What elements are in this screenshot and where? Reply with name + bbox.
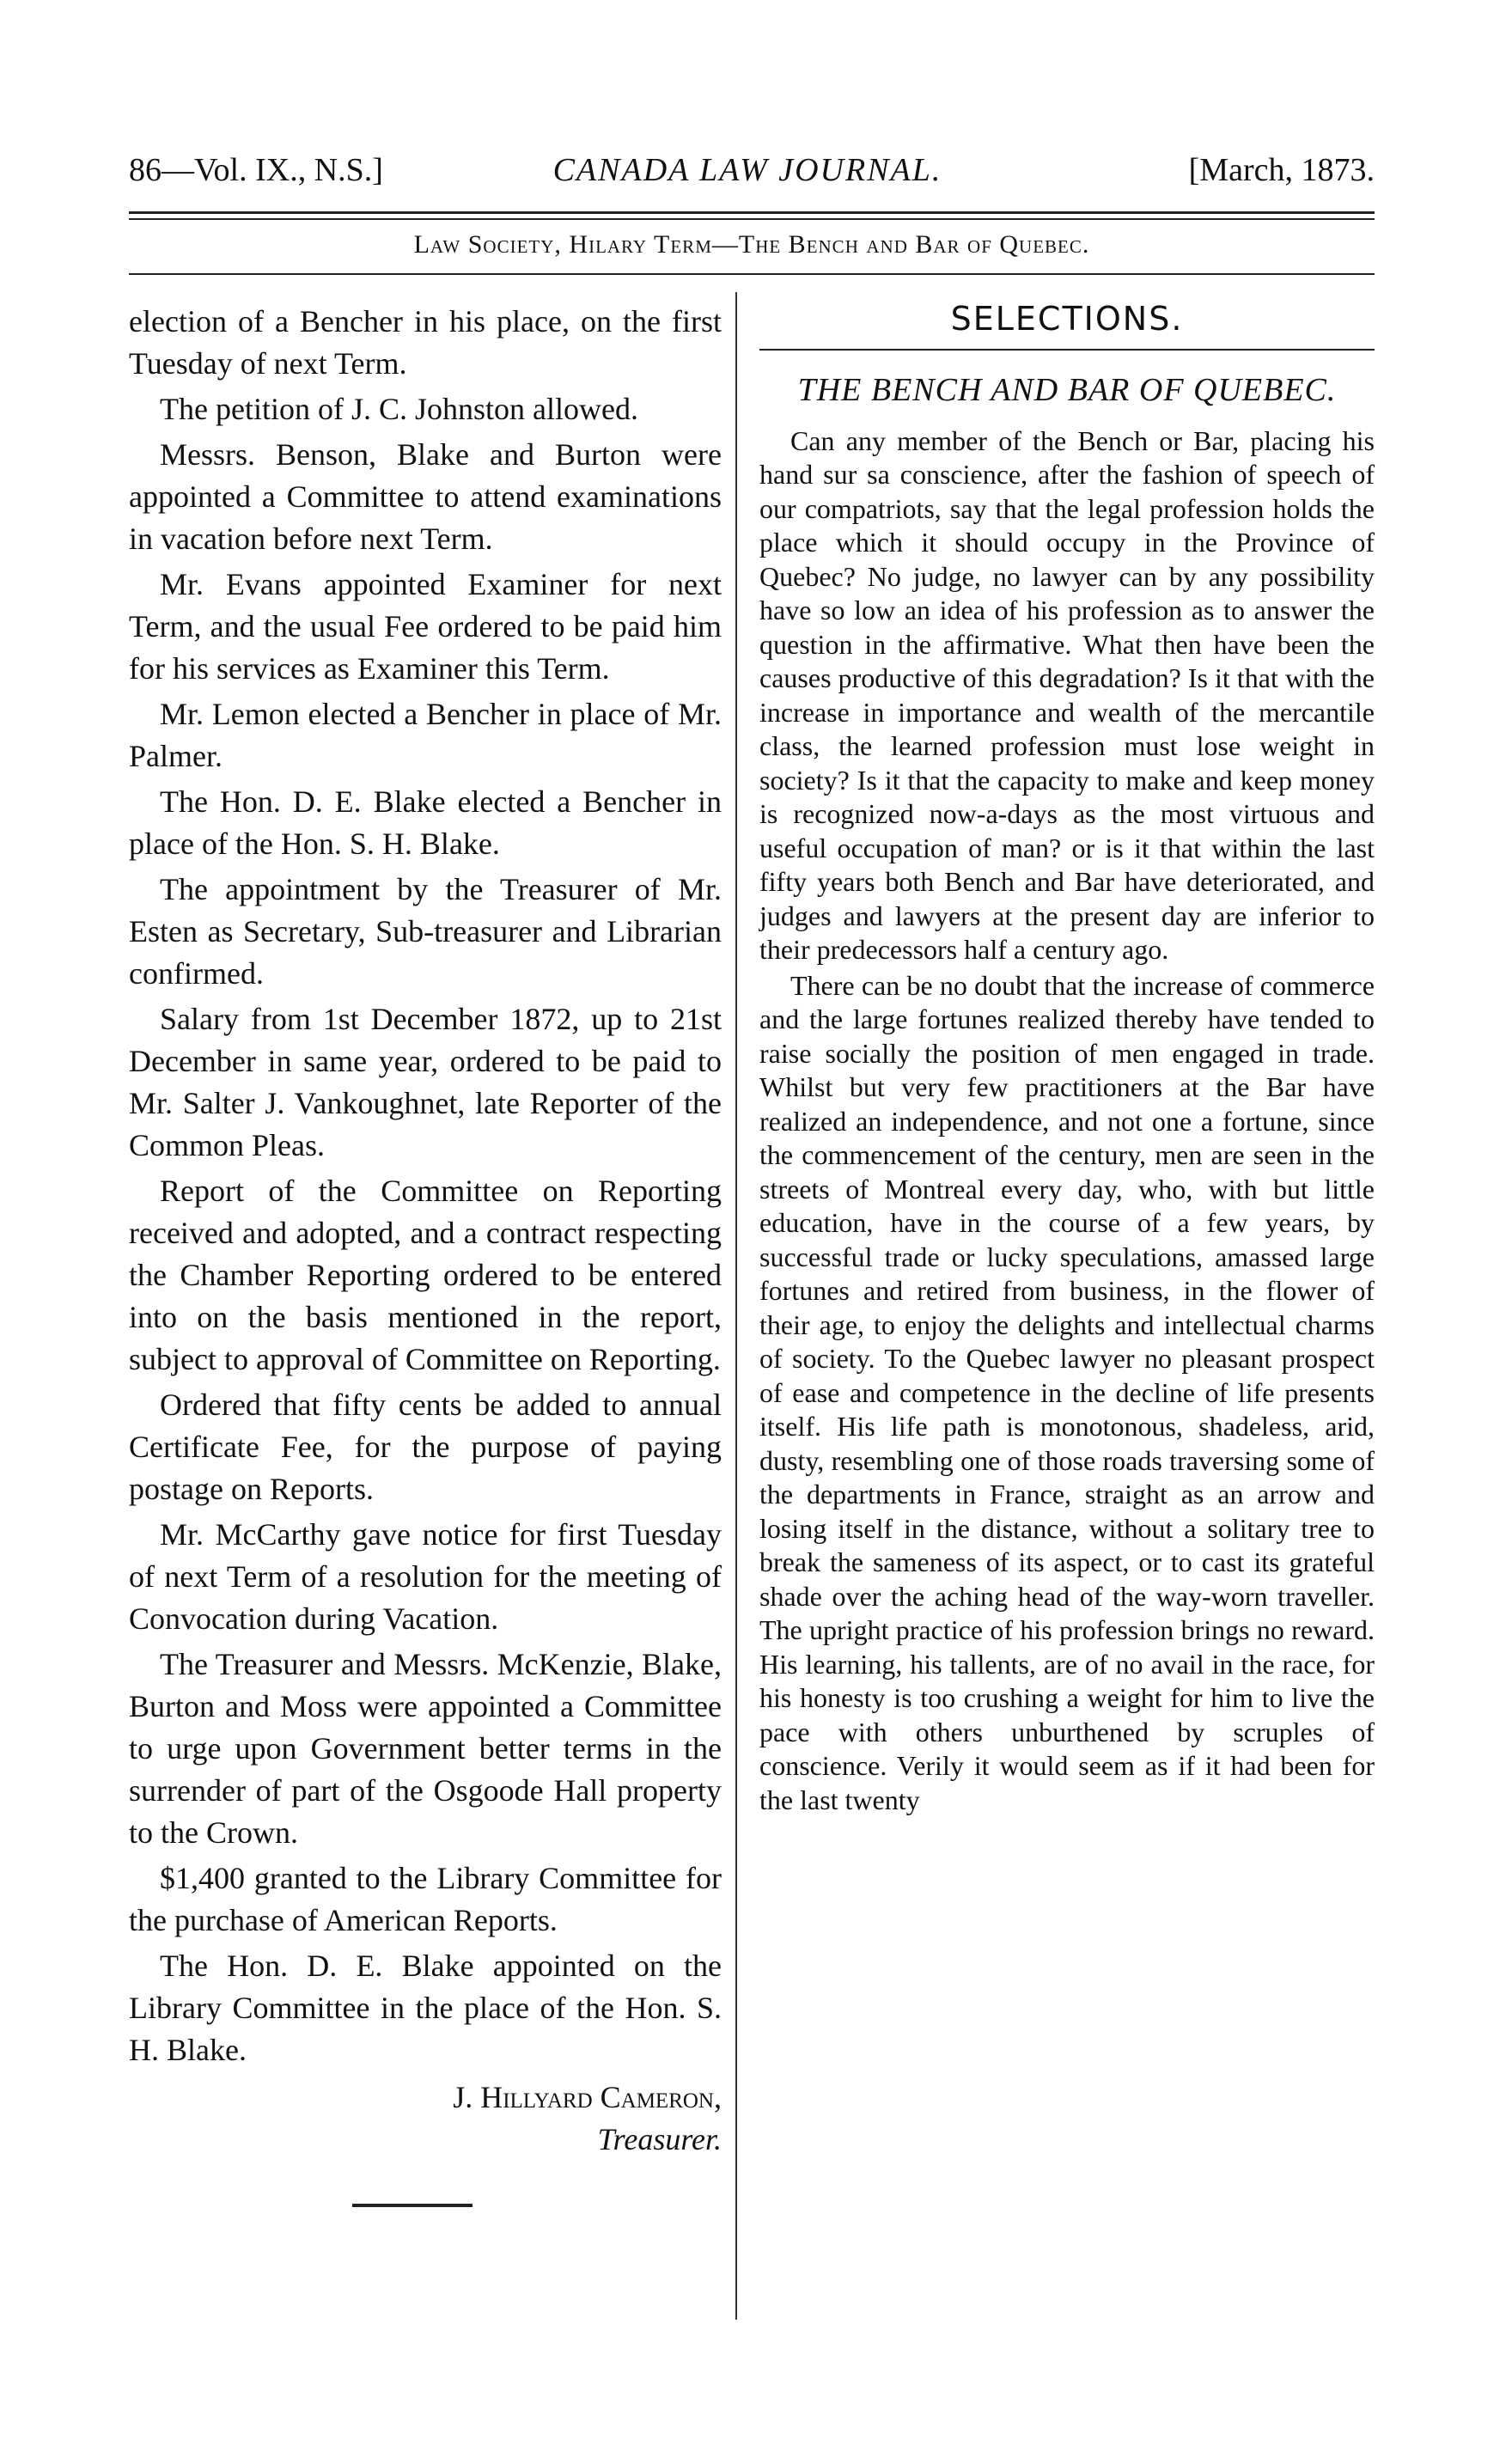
section-rule	[759, 349, 1375, 351]
signature-title: Treasurer.	[597, 2122, 722, 2156]
left-column	[129, 301, 722, 2207]
issue-date: [March, 1873.	[1188, 152, 1375, 188]
paragraph: Messrs. Benson, Blake and Burton were appointed a Committee to attend examinations in vacation before next Term.	[129, 437, 722, 556]
end-rule	[352, 2204, 472, 2207]
paragraph: Mr. McCarthy gave notice for first Tuesday of next Term of a resolution for the meeting of Convocation during Vacation.	[129, 1517, 722, 1636]
paragraph: Salary from 1st December 1872, up to 21st December in same year, ordered to be paid to Mr. Salter J. Vankoughnet, late Reporter of the Common Pleas.	[129, 1002, 722, 1162]
paragraph: The Hon. D. E. Blake appointed on the Library Committee in the place of the Hon. S. H. Blake.	[129, 1949, 722, 2067]
section-title: SELECTIONS.	[950, 300, 1184, 338]
volume-label: 86—Vol. IX., N.S.]	[129, 152, 383, 188]
paragraph: The Hon. D. E. Blake elected a Bencher in place of the Hon. S. H. Blake.	[129, 784, 722, 861]
right-column	[759, 301, 1375, 1819]
header-rule-top	[129, 211, 1375, 214]
header-rule-bottom	[129, 218, 1375, 220]
subheader-rule	[129, 273, 1375, 275]
paragraph: Ordered that fifty cents be added to annual Certificate Fee, for the purpose of paying postage on Reports.	[129, 1388, 722, 1506]
paragraph: Mr. Lemon elected a Bencher in place of Mr. Palmer.	[129, 697, 722, 773]
column-divider	[735, 292, 737, 2320]
section-subheader: Law Society, Hilary Term—The Bench and Bar of Quebec.	[413, 230, 1090, 259]
paragraph: $1,400 granted to the Library Committee for the purchase of American Reports.	[129, 1861, 722, 1937]
paragraph: There can be no doubt that the increase of commerce and the large fortunes realized thereby have tended to raise socially the position of men engaged in trade. Whilst but very few practitioners at the Bar have realized an independence, and not one a fortune, since the commencement of the century, men are seen in the streets of Montreal every day, who, with but little education, have in the course of a few years, by successful trade or lucky speculations, amassed large fortunes and retired from business, in the flower of their age, to enjoy the delights and intellectual charms of society. To the Quebec lawyer no pleasant prospect of ease and competence in the decline of life presents itself. His life path is monotonous, shadeless, arid, dusty, resembling one of those roads traversing some of the departments in France, straight as an arrow and losing itself in the distance, without a solitary tree to break the sameness of its aspect, or to cast its grateful shade over the aching head of the way-worn traveller. The upright practice of his profession brings no reward. His learning, his tallents, are of no avail in the race, for his honesty is too crushing a weight for him to live the pace with others unburthened by scruples of conscience. Verily it would seem as if it had been for the last twenty	[759, 969, 1375, 1815]
paragraph: The petition of J. C. Johnston allowed.	[160, 392, 638, 426]
journal-title: CANADA LAW JOURNAL.	[552, 152, 942, 188]
paragraph: The appointment by the Treasurer of Mr. Esten as Secretary, Sub-treasurer and Librarian confirmed.	[129, 872, 722, 991]
paragraph: election of a Bencher in his place, on the first Tuesday of next Term.	[129, 304, 722, 381]
signature: J. Hillyard Cameron,	[453, 2080, 722, 2114]
running-header	[129, 151, 1375, 196]
paragraph: Report of the Committee on Reporting received and adopted, and a contract respecting the Chamber Reporting ordered to be entered into on the basis mentioned in the report, subject to approval of Committee on Reporting.	[129, 1174, 722, 1376]
paragraph: The Treasurer and Messrs. McKenzie, Blake, Burton and Moss were appointed a Committee to urge upon Government better terms in the surrender of part of the Osgoode Hall property to the Crown.	[129, 1647, 722, 1850]
paragraph: Can any member of the Bench or Bar, placing his hand sur sa conscience, after the fashion of speech of our compatriots, say that the legal profession holds the place which it should occupy in the Province of Quebec? No judge, no lawyer can by any possibility have so low an idea of his profession as to answer the question in the affirmative. What then have been the causes productive of this degradation? Is it that with the increase in importance and wealth of the mercantile class, the learned profession must lose weight in society? Is it that the capacity to make and keep money is recognized now-a-days as the most virtuous and useful occupation of man? or is it that within the last fifty years both Bench and Bar have deteriorated, and judges and lawyers at the present day are inferior to their predecessors half a century ago.	[759, 424, 1375, 965]
article-title: THE BENCH AND BAR OF QUEBEC.	[797, 371, 1337, 408]
paragraph: Mr. Evans appointed Examiner for next Term, and the usual Fee ordered to be paid him for his services as Examiner this Term.	[129, 567, 722, 686]
